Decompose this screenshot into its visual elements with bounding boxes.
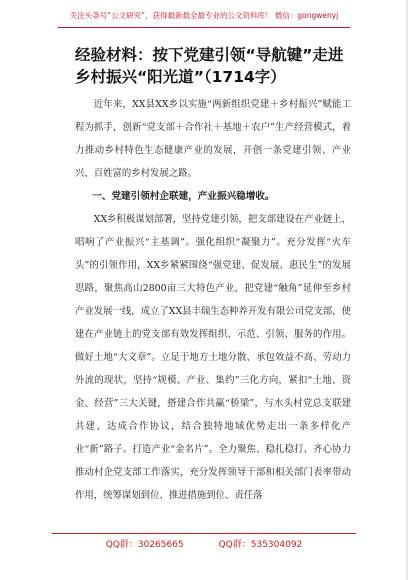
section-paragraph: XX乡积极谋划部署，坚持党建引领，把支部建设在产业链上，唱响了产业振兴“主基调”。强化组织“凝聚力”。充分发挥“火车头”的引领作用，XX乡紧紧围绕“强党建、促发展、惠民生”的发展思路，聚焦高山2800亩三大特色产业，把党建“触角”延伸至乡村产业发展一线，成立了XX县丰瑞生态种养开发有限公司党支部，使建在产业链上的党支部有效发挥组织、示范、引领、服务的作用。做好土地“大文章”。立足于地方土地分散、承包效益不高、劳动力外流的现状，坚持“规模、产业、集约”三化方向，紧扣“土地、资金、经营”三大关键，搭建合作共赢“桥梁”，与水头村党总支联建共建、达成合作协议，结合独特地域优势走出一条多样化产业“新”路子。打造产业“金名片”。全力聚焦、稳扎稳打、齐心协力推动村企党支部工作落实，充分发挥领导干部和相关部门表率带动作用，统筹谋划到位、推进措施到位、责任落	[75, 214, 351, 501]
intro-paragraph: 近年来，XX县XX乡以实施“两新组织党建＋乡村振兴”赋能工程为抓手，创新“党支部＋合作社＋基地＋农户”生产经营模式，着力推动乡村特色生态健康产业的发展，开创一条党建引领、产业兴、百姓富的乡村发展之路。	[75, 99, 351, 179]
footer-qq-group-1: QQ群：30265665	[105, 540, 184, 550]
page-title: 经验材料：按下党建引领“导航键”走进乡村振兴“阳光道”（1714字）	[75, 46, 344, 86]
document-body	[75, 93, 351, 507]
footer-divider	[52, 533, 356, 534]
header-banner	[0, 0, 408, 33]
banner-text: 关注头条号“公文研究”，获得最新最全最专业的公文资料库！ 微信：gongwenyj	[69, 11, 339, 20]
section-heading: 一、党建引领村企联建，产业振兴稳增收。	[92, 191, 275, 202]
footer-qq-group-2: QQ群：535304092	[218, 540, 303, 550]
footer	[0, 537, 408, 550]
banner-divider	[58, 27, 350, 28]
